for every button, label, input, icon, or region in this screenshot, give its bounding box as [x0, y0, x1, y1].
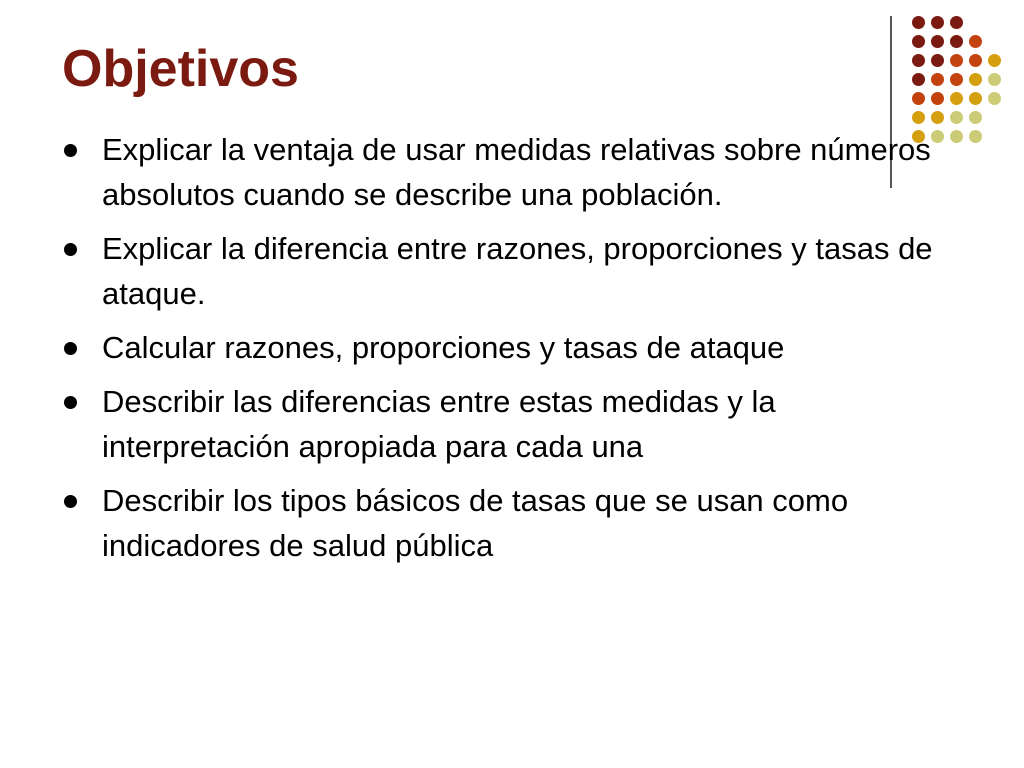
decorative-dot [931, 92, 944, 105]
list-item-text: Explicar la diferencia entre razones, proporciones y tasas de ataque. [102, 230, 933, 311]
decorative-dot [969, 111, 982, 124]
objectives-list [64, 128, 964, 577]
list-item [64, 380, 964, 470]
decorative-dot [950, 92, 963, 105]
list-item-text: Describir los tipos básicos de tasas que se usan como indicadores de salud pública [102, 482, 849, 563]
list-item-text: Calcular razones, proporciones y tasas de ataque [102, 329, 785, 365]
decorative-dot [912, 92, 925, 105]
decorative-dot [950, 35, 963, 48]
list-item-text: Describir las diferencias entre estas medidas y la interpretación apropiada para cada una [102, 383, 776, 464]
bullet-icon [64, 342, 77, 355]
list-item-text: Explicar la ventaja de usar medidas relativas sobre números absolutos cuando se describe una población. [102, 132, 931, 212]
decorative-dot [988, 54, 1001, 67]
decorative-dot [931, 16, 944, 29]
bullet-icon [64, 495, 77, 508]
slide-title: Objetivos [62, 40, 299, 98]
decorative-dot [988, 73, 1001, 86]
decorative-dot [931, 73, 944, 86]
decorative-dot [912, 54, 925, 67]
decorative-dot [912, 35, 925, 48]
list-item [64, 128, 964, 218]
list-item [64, 479, 964, 569]
decorative-dot [950, 73, 963, 86]
decorative-dot [931, 111, 944, 124]
decorative-dot [969, 54, 982, 67]
decorative-dot [912, 16, 925, 29]
list-item [64, 227, 964, 317]
list-item [64, 326, 964, 371]
decorative-dot [931, 35, 944, 48]
decorative-dot [988, 92, 1001, 105]
bullet-icon [64, 396, 77, 409]
decorative-dot [969, 130, 982, 143]
bullet-icon [64, 144, 77, 157]
decorative-dot [969, 35, 982, 48]
decorative-dot [969, 92, 982, 105]
decorative-dot [950, 16, 963, 29]
decorative-dot [950, 111, 963, 124]
bullet-icon [64, 243, 77, 256]
decorative-dot [931, 54, 944, 67]
decorative-dot [912, 73, 925, 86]
decorative-dot [950, 54, 963, 67]
decorative-dot [969, 73, 982, 86]
decorative-dot [912, 111, 925, 124]
